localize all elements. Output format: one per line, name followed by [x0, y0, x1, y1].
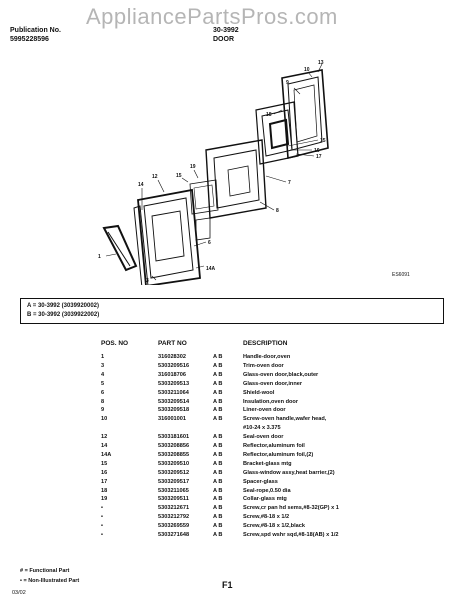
part-number-cell: 5303209513	[158, 380, 190, 387]
description-cell: Screw-oven handle,wafer head,	[243, 416, 327, 423]
models-cell: A B	[213, 514, 223, 521]
pos-cell: 1	[101, 354, 105, 360]
part-number-cell: 5303209517	[158, 478, 190, 485]
parts-table	[0, 353, 464, 553]
pos-cell: 16	[101, 469, 108, 476]
watermark: AppliancePartsPros.com	[86, 4, 338, 29]
description-cell: Seal-oven door	[243, 434, 284, 441]
col-part-header: PART NO	[158, 340, 187, 347]
callout-12: 12	[152, 174, 158, 180]
col-desc-header: DESCRIPTION	[243, 340, 288, 347]
table-row	[0, 451, 464, 460]
description-cell: Screw,#8-18 x 1/2	[243, 514, 290, 521]
models-cell: A B	[213, 362, 223, 369]
callout-14a: 14A	[206, 266, 216, 272]
publication-label: Publication No.	[10, 27, 61, 34]
model-a-line: A = 30-3992 (3039920002)	[27, 303, 99, 309]
description-cell: Glass-oven door,black,outer	[243, 371, 319, 378]
description-cell: Bracket-glass mtg	[243, 460, 292, 467]
callout-16: 16	[314, 148, 320, 154]
part-number-cell: 5303271648	[158, 532, 190, 538]
part-number-cell: 316028302	[158, 354, 186, 360]
models-cell: A B	[213, 478, 223, 485]
part-number-cell: 316001001	[158, 416, 186, 423]
pos-cell: 6	[101, 389, 105, 396]
models-cell: A B	[213, 451, 223, 458]
models-cell: A B	[213, 380, 223, 387]
model-b-line: B = 30-3992 (3039922002)	[27, 312, 100, 318]
table-row	[0, 469, 464, 478]
part-number-cell: 5303181601	[158, 434, 190, 441]
part-number-cell: 5303208855	[158, 451, 190, 458]
models-cell: A B	[213, 460, 223, 467]
models-cell: A B	[213, 434, 223, 441]
callout-1: 1	[98, 254, 101, 260]
part-number-cell: 5303209516	[158, 362, 190, 369]
description-cell: Seal-rope,0.50 dia	[243, 487, 291, 494]
callout-3: 3	[146, 278, 149, 284]
models-cell: A B	[213, 398, 223, 405]
callout-15b: 15	[176, 173, 182, 179]
callout-15: 15	[320, 138, 326, 144]
table-row	[0, 406, 464, 415]
part-number-cell: 5303209510	[158, 460, 190, 467]
model-header	[213, 26, 239, 44]
table-row	[0, 487, 464, 496]
table-row	[0, 531, 464, 540]
part-number-cell: 5303209512	[158, 469, 190, 476]
models-cell: A B	[213, 371, 223, 378]
part-number-cell: 5303208856	[158, 443, 190, 449]
col-pos-header: POS. NO	[101, 340, 129, 347]
publication-header	[10, 26, 61, 44]
models-cell: A B	[213, 354, 223, 360]
pos-cell: 10	[101, 416, 108, 423]
description-cell: Handle-door,oven	[243, 354, 291, 360]
table-row	[0, 353, 464, 362]
models-cell: A B	[213, 389, 223, 396]
model-number: 30-3992	[213, 27, 239, 34]
table-row	[0, 433, 464, 442]
table-row	[0, 371, 464, 380]
pos-cell: 8	[101, 398, 105, 405]
table-row	[0, 398, 464, 407]
part-number-cell: 5303212792	[158, 514, 190, 521]
table-row	[0, 424, 464, 433]
table-row	[0, 504, 464, 513]
models-cell: A B	[213, 487, 223, 494]
pos-cell: 5	[101, 380, 105, 387]
models-cell: A B	[213, 416, 223, 423]
description-cell: Liner-oven door	[243, 407, 286, 414]
models-cell: A B	[213, 532, 223, 538]
callout-9: 9	[286, 80, 289, 86]
pos-cell: 14	[101, 443, 108, 449]
table-row	[0, 415, 464, 424]
part-number-cell: 5303209514	[158, 398, 190, 405]
pos-cell: •	[101, 532, 103, 538]
description-cell: Glass-oven door,inner	[243, 380, 303, 387]
description-cell: Reflector,aluminum foil,(2)	[243, 451, 314, 458]
bracket-glass	[196, 218, 210, 240]
callout-10: 10	[304, 67, 310, 73]
pos-cell: 15	[101, 460, 108, 467]
pos-cell: 4	[101, 371, 105, 378]
section-title: DOOR	[213, 36, 234, 43]
diagram-callouts	[98, 60, 326, 284]
table-row	[0, 389, 464, 398]
callout-7: 7	[288, 180, 291, 186]
exploded-door-diagram	[60, 60, 390, 285]
description-cell: Reflector,aluminum foil	[243, 443, 305, 449]
footnote-functional: # = Functional Part	[20, 568, 70, 574]
description-cell: Glass-window assy,heat barrier,(2)	[243, 469, 335, 476]
callout-17: 17	[316, 154, 322, 160]
table-row	[0, 478, 464, 487]
pos-cell: 19	[101, 496, 108, 503]
model-legend-box	[20, 298, 444, 324]
pos-cell: •	[101, 514, 103, 521]
callout-8: 8	[276, 208, 279, 214]
models-cell: A B	[213, 443, 223, 449]
models-cell: A B	[213, 496, 223, 503]
part-number-cell: 5303209518	[158, 407, 190, 414]
description-cell: Collar-glass mtg	[243, 496, 287, 503]
description-cell: Screw,#8-18 x 1/2,black	[243, 523, 305, 530]
part-number-cell: 5303212671	[158, 505, 190, 512]
description-cell: Trim-oven door	[243, 362, 284, 369]
publication-number: 5995228596	[10, 36, 49, 43]
part-number-cell: 5303209511	[158, 496, 189, 503]
part-number-cell: 5303211065	[158, 487, 189, 494]
models-cell: A B	[213, 523, 223, 530]
table-row	[0, 442, 464, 451]
callout-18: 18	[266, 112, 272, 118]
callout-13: 13	[318, 60, 324, 66]
models-cell: A B	[213, 407, 223, 414]
table-row	[0, 362, 464, 371]
table-row	[0, 522, 464, 531]
pos-cell: 18	[101, 487, 108, 494]
pos-cell: 12	[101, 434, 108, 441]
models-cell: A B	[213, 505, 223, 512]
description-cell: Insulation,oven door	[243, 398, 299, 405]
description-cell: Screw,cr pan hd sems,#8-32(GP) x 1	[243, 505, 339, 512]
revision-date: 03/02	[12, 590, 26, 596]
pos-cell: 3	[101, 362, 105, 369]
models-cell: A B	[213, 469, 223, 476]
callout-19: 19	[190, 164, 196, 170]
description-cell: Screw,spd wshr sqd,#8-18(AB) x 1/2	[243, 532, 339, 538]
part-number-cell: 5303269559	[158, 523, 190, 530]
callout-6: 6	[208, 240, 211, 246]
page-number: F1	[222, 580, 233, 590]
pos-cell: •	[101, 523, 103, 530]
table-row	[0, 460, 464, 469]
callout-14: 14	[138, 182, 144, 188]
part-number-cell: 316018706	[158, 371, 186, 378]
pos-cell: 17	[101, 478, 108, 485]
part-number-cell: 5303211064	[158, 389, 189, 396]
description-cell: Spacer-glass	[243, 478, 278, 485]
table-row	[0, 380, 464, 389]
description-cell: Shield-wool	[243, 389, 275, 396]
pos-cell: •	[101, 505, 103, 512]
pos-cell: 9	[101, 407, 105, 414]
footnote-non-illustrated: • = Non-Illustrated Part	[20, 578, 80, 584]
description-cell: #10-24 x 3.375	[243, 425, 281, 432]
table-row	[0, 513, 464, 522]
figure-code: ES6091	[392, 272, 410, 278]
pos-cell: 14A	[101, 451, 112, 458]
table-row	[0, 495, 464, 504]
